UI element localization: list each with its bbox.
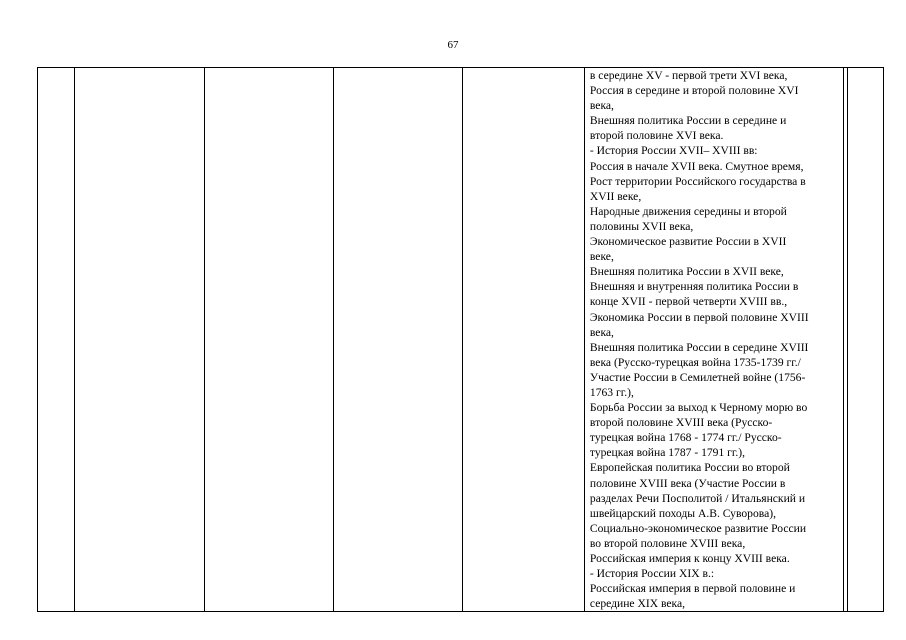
topic-line: Россия в середине и второй половине XVI bbox=[589, 84, 799, 98]
topic-line: в середине XV - первой трети XVI века, bbox=[589, 69, 788, 82]
topics-text bbox=[585, 68, 843, 611]
topic-line: 1763 гг.), bbox=[589, 385, 634, 399]
topic-line: Европейская политика России во второй bbox=[589, 461, 790, 475]
table-cell-4 bbox=[334, 68, 463, 612]
topic-line: Участие России в Семилетней войне (1756- bbox=[589, 370, 806, 384]
topic-line: веке, bbox=[589, 250, 614, 264]
topics-cell bbox=[584, 68, 843, 612]
topic-line: Борьба России за выход к Черному морю во bbox=[589, 401, 808, 415]
topic-line: - История России XVII– XVIII вв: bbox=[589, 144, 758, 158]
topic-line: Внешняя политика России в середине XVIII bbox=[589, 340, 809, 354]
topic-line: Экономика России в первой половине XVIII bbox=[589, 310, 809, 324]
topic-line: разделах Речи Посполитой / Итальянский и bbox=[589, 491, 806, 505]
topic-line: турецкая война 1787 - 1791 гг.), bbox=[589, 446, 746, 460]
topic-line: Народные движения середины и второй bbox=[589, 204, 787, 218]
topic-line: швейцарский походы А.В. Суворова), bbox=[589, 506, 776, 520]
topic-line: века, bbox=[589, 99, 614, 113]
topic-line: второй половине XVIII века (Русско- bbox=[589, 416, 773, 430]
topic-line: Экономическое развитие России в XVII bbox=[589, 235, 787, 249]
topic-line: Внешняя политика России в XVII веке, bbox=[589, 265, 784, 279]
topic-line: во второй половине XVIII века, bbox=[589, 536, 746, 550]
table-cell-2 bbox=[75, 68, 204, 612]
topic-line: половине XVIII века (Участие России в bbox=[589, 476, 786, 490]
curriculum-table bbox=[37, 67, 884, 612]
topic-line: века, bbox=[589, 325, 614, 339]
topic-line: Россия в начале XVII века. Смутное время, bbox=[589, 159, 804, 173]
topic-line: половины XVII века, bbox=[589, 219, 694, 233]
topic-line: турецкая война 1768 - 1774 гг./ Русско- bbox=[589, 431, 782, 445]
topic-line: века (Русско-турецкая война 1735-1739 гг./ bbox=[589, 355, 801, 369]
topic-line: Социально-экономическое развитие России bbox=[589, 521, 807, 535]
topic-line: Российская империя к концу XVIII века. bbox=[589, 552, 790, 565]
topic-line: конце XVII - первой четверти XVIII вв., bbox=[589, 295, 788, 309]
topic-line: второй половине XVI века. bbox=[589, 129, 724, 143]
table-cell-1 bbox=[38, 68, 75, 612]
topic-line: Российская империя в первой половине и bbox=[589, 582, 796, 596]
table-cell-5 bbox=[463, 68, 584, 612]
table-cell-3 bbox=[204, 68, 333, 612]
topic-line: XVII веке, bbox=[589, 189, 642, 203]
table-row bbox=[38, 68, 884, 612]
topic-line: Внешняя и внутренняя политика России в bbox=[589, 280, 799, 294]
table-cell-8 bbox=[847, 68, 883, 612]
page-number: 67 bbox=[447, 39, 459, 51]
topic-line: - История России XIX в.: bbox=[589, 567, 715, 581]
topic-line: Рост территории Российского государства в bbox=[589, 174, 806, 188]
topic-line: середине XIX века, bbox=[589, 597, 686, 611]
topic-line: Внешняя политика России в середине и bbox=[589, 114, 787, 128]
